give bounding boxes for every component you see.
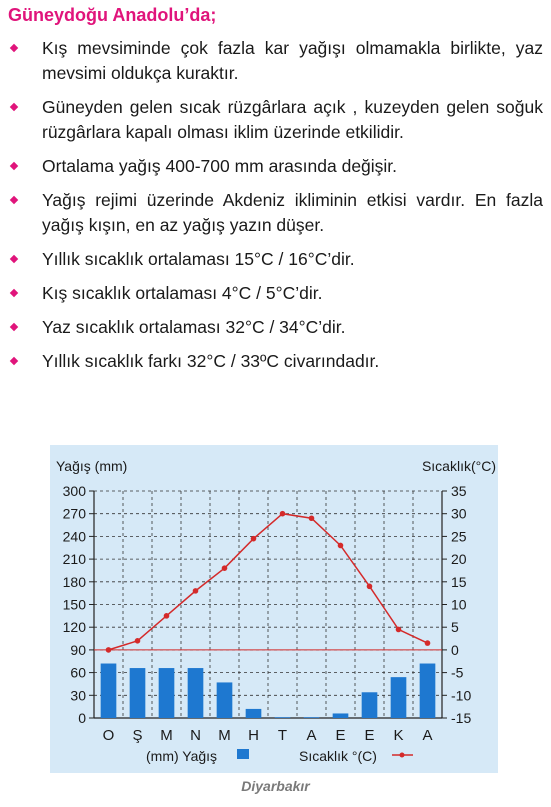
bullet-item [0,36,551,86]
point-temperature [396,627,402,633]
bar-precipitation [333,713,349,718]
legend-bar-swatch [237,749,249,759]
bullet-text: Ortalama yağış 400-700 mm arasında değişir. [42,156,398,176]
bullet-text: Yıllık sıcaklık farkı 32°C / 33ºC civarındadır. [42,351,380,371]
x-category-label: M [218,727,231,744]
section-title: Güneydoğu Anadolu’da; [8,5,217,25]
x-category-label: A [306,727,317,744]
x-category-label: N [190,727,201,744]
y-right-tick-label: 35 [451,483,467,499]
bullet-text: Yıllık sıcaklık ortalaması 15°C / 16°C’dir. [42,249,355,269]
bar-precipitation [362,692,378,718]
y-left-tick-label: 150 [62,596,86,613]
y-left-tick-label: 120 [62,619,86,636]
point-temperature [193,588,199,594]
y-axis-right-label: Sıcaklık(°C) [421,458,496,474]
bullet-text: Kış sıcaklık ortalaması 4°C / 5°C’dir. [42,283,323,303]
bar-precipitation [130,668,146,718]
point-temperature [222,565,228,571]
bullet-diamond-icon [10,255,18,263]
bar-precipitation [391,677,407,718]
bar-precipitation [246,709,262,718]
bar-precipitation [275,717,291,718]
bar-precipitation [188,668,204,718]
bar-precipitation [420,664,436,718]
bullet-diamond-icon [10,162,18,170]
y-left-tick-label: 300 [62,483,86,499]
climate-chart-svg [50,445,498,773]
y-left-tick-label: 210 [62,551,86,568]
bullet-text: Yağış rejimi üzerinde Akdeniz ikliminin etkisi vardır. En fazla yağış kışın, en az yağış yazın düşer. [42,190,543,235]
y-axis-left-label: Yağış (mm) [56,458,128,474]
x-category-label: E [364,727,375,744]
point-temperature [309,515,315,521]
bar-precipitation [217,682,233,718]
y-right-tick-label: 10 [451,596,467,613]
y-right-tick-label: -5 [451,664,464,681]
x-category-label: T [277,727,288,744]
y-right-tick-label: 5 [451,619,459,636]
x-category-label: O [102,727,115,744]
y-right-tick-label: 20 [451,551,467,568]
y-left-tick-label: 90 [70,641,86,658]
y-left-tick-label: 60 [70,664,86,681]
climate-chart [50,445,498,773]
bullet-item [0,247,551,272]
y-right-tick-label: 30 [451,505,467,522]
chart-caption: Diyarbakır [241,778,310,794]
x-category-label: M [160,727,173,744]
point-temperature [367,584,373,590]
y-right-tick-label: 25 [451,528,467,545]
point-temperature [425,640,431,646]
bullet-item [0,349,551,374]
bullet-list [0,36,551,383]
legend-bar-label: (mm) Yağış [146,748,218,764]
bullet-item [0,95,551,145]
y-right-tick-label: -10 [451,687,472,704]
y-right-tick-label: 15 [451,573,467,590]
x-category-label: H [248,727,259,744]
point-temperature [280,511,286,517]
legend-line-label: Sıcaklık °(C) [299,748,377,764]
bullet-diamond-icon [10,357,18,365]
point-temperature [164,613,170,619]
legend-line-marker [400,753,405,758]
point-temperature [135,638,141,644]
bullet-diamond-icon [10,196,18,204]
bullet-diamond-icon [10,289,18,297]
x-category-label: E [335,727,346,744]
point-temperature [251,536,257,542]
point-temperature [106,647,112,653]
bullet-diamond-icon [10,103,18,111]
bullet-item [0,315,551,340]
bullet-diamond-icon [10,323,18,331]
bar-precipitation [159,668,175,718]
bullet-item [0,281,551,306]
bullet-item [0,154,551,179]
x-category-label: Ş [132,727,143,744]
bullet-text: Yaz sıcaklık ortalaması 32°C / 34°C’dir. [42,317,346,337]
bullet-text: Güneyden gelen sıcak rüzgârlara açık , kuzeyden gelen soğuk rüzgârlara kapalı olması iklim üzerinde etkilidir. [42,97,543,142]
y-left-tick-label: 240 [62,528,86,545]
bullet-item [0,188,551,238]
y-right-tick-label: -15 [451,710,472,726]
y-left-tick-label: 0 [78,710,86,726]
point-temperature [338,543,344,549]
bar-precipitation [101,664,117,718]
y-left-tick-label: 30 [70,687,86,704]
bullet-text: Kış mevsiminde çok fazla kar yağışı olmamakla birlikte, yaz mevsimi oldukça kuraktır. [42,38,543,83]
x-category-label: A [422,727,433,744]
bullet-diamond-icon [10,44,18,52]
bar-precipitation [304,717,320,718]
y-left-tick-label: 180 [62,573,86,590]
y-left-tick-label: 270 [62,505,86,522]
x-category-label: K [393,727,404,744]
y-right-tick-label: 0 [451,641,459,658]
